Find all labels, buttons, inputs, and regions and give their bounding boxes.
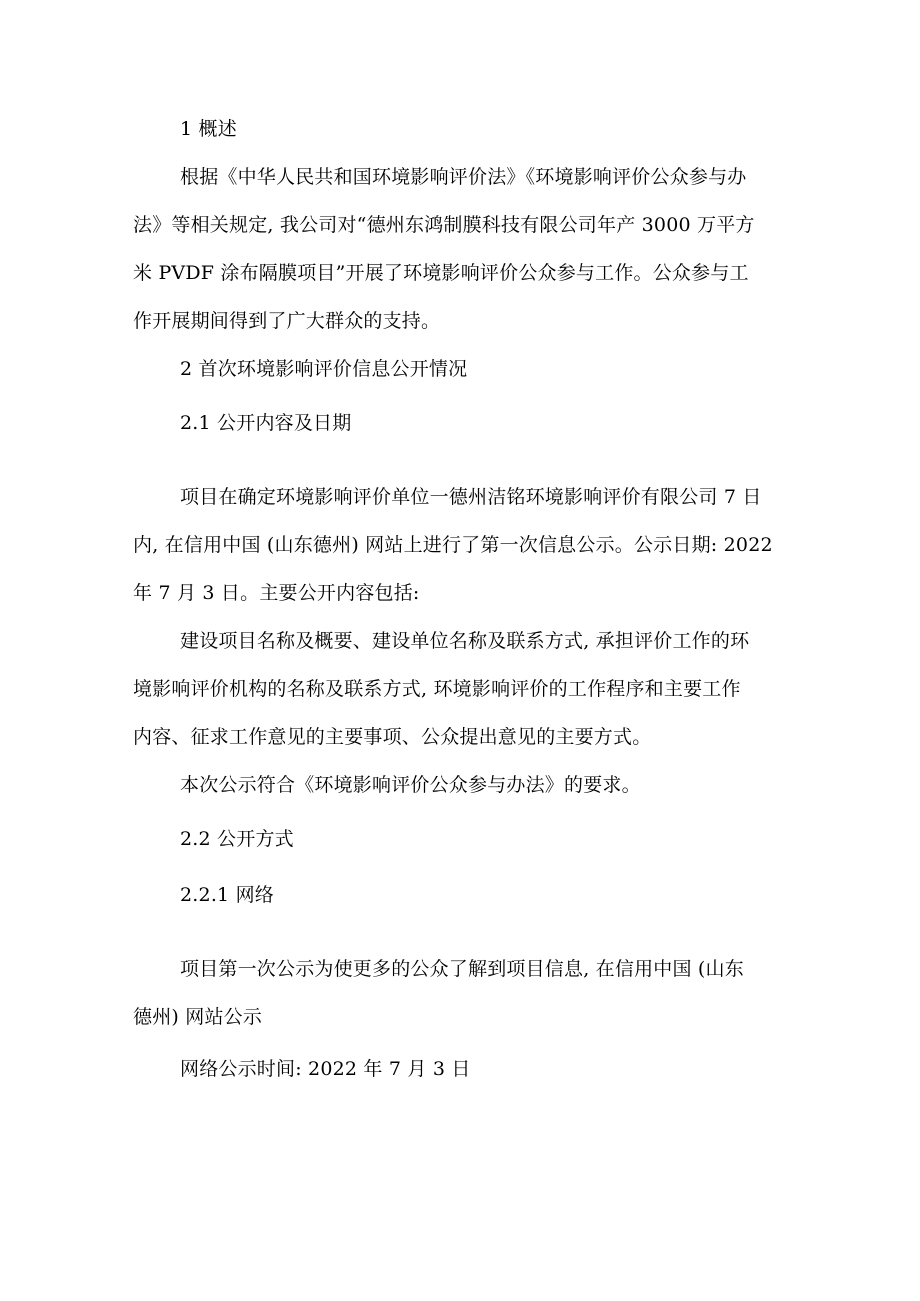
section-1-para-1-line-3: 米 PVDF 涂布隔膜项目”开展了环境影响评价公众参与工作。公众参与工 [133,262,749,284]
section-1-para-1-line-4: 作开展期间得到了广大群众的支持。 [133,310,441,332]
section-2-2-1-para-2: 网络公示时间: 2022 年 7 月 3 日 [180,1058,471,1080]
section-2-1-heading: 2.1 公开内容及日期 [180,412,352,434]
section-1-heading: 1 概述 [180,118,237,140]
section-2-2-1-para-1-line-1: 项目第一次公示为使更多的公众了解到项目信息, 在信用中国 (山东 [180,958,744,980]
section-2-1-para-2-line-3: 内容、征求工作意见的主要事项、公众提出意见的主要方式。 [133,726,652,748]
section-2-heading: 2 首次环境影响评价信息公开情况 [180,358,468,380]
section-1-para-1-line-2: 法》等相关规定, 我公司对“德州东鸿制膜科技有限公司年产 3000 万平方 [133,214,755,236]
section-2-1-para-2-line-1: 建设项目名称及概要、建设单位名称及联系方式, 承担评价工作的环 [180,630,750,652]
section-2-2-heading: 2.2 公开方式 [180,828,294,850]
section-2-1-para-1-line-1: 项目在确定环境影响评价单位一德州洁铭环境影响评价有限公司 7 日 [180,486,762,508]
section-2-1-para-2-line-2: 境影响评价机构的名称及联系方式, 环境影响评价的工作程序和主要工作 [133,678,741,700]
section-2-2-1-heading: 2.2.1 网络 [180,884,274,906]
section-2-1-para-1-line-2: 内, 在信用中国 (山东德州) 网站上进行了第一次信息公示。公示日期: 2022 [133,534,773,556]
section-2-2-1-para-1-line-2: 德州) 网站公示 [133,1006,263,1028]
section-2-1-para-1-line-3: 年 7 月 3 日。主要公开内容包括: [133,582,420,604]
section-1-para-1-line-1: 根据《中华人民共和国环境影响评价法》《环境影响评价公众参与办 [180,166,747,188]
section-2-1-para-3: 本次公示符合《环境影响评价公众参与办法》的要求。 [180,774,641,796]
